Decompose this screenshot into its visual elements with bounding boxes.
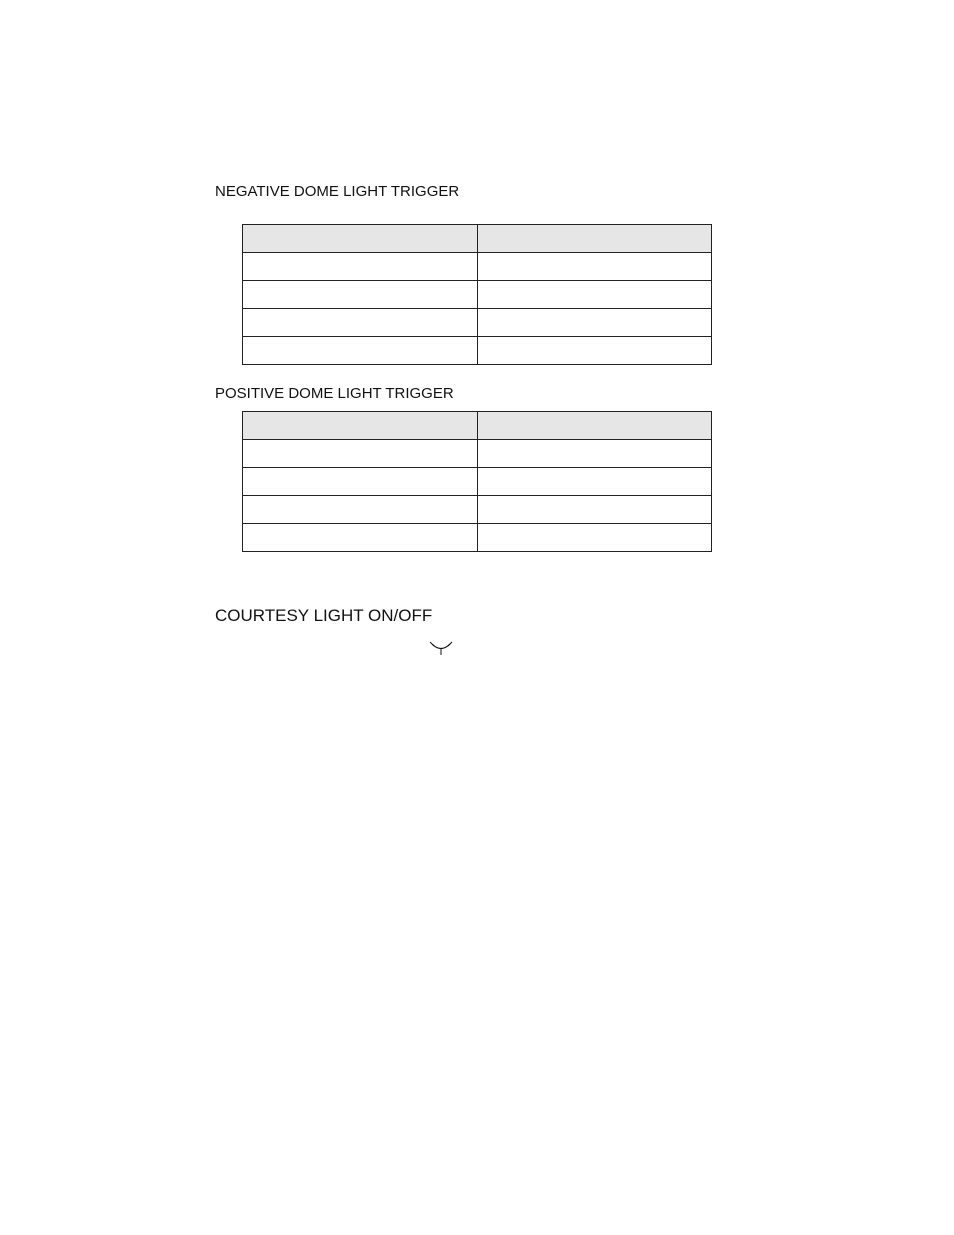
table-cell [243,440,478,468]
table-cell [477,496,712,524]
table-cell [243,281,478,309]
table-cell [243,524,478,552]
table-row [243,281,712,309]
table-cell [477,281,712,309]
positive-dome-table [242,411,712,552]
table-row [243,440,712,468]
negative-dome-table [242,224,712,365]
table-cell [477,309,712,337]
positive-dome-label: POSITIVE DOME LIGHT TRIGGER [215,385,454,402]
table-cell [243,225,478,253]
table-row [243,524,712,552]
table-header-row [243,225,712,253]
table-row [243,337,712,365]
table-row [243,496,712,524]
table-cell [243,253,478,281]
table-cell [243,412,478,440]
table-cell [477,440,712,468]
negative-dome-label: NEGATIVE DOME LIGHT TRIGGER [215,183,460,200]
table-cell [477,412,712,440]
table-header-row [243,412,712,440]
table-row [243,468,712,496]
table-cell [477,225,712,253]
table-cell [477,468,712,496]
table-cell [243,309,478,337]
table-cell [243,337,478,365]
table-cell [243,496,478,524]
courtesy-light-heading: COURTESY LIGHT ON/OFF [215,606,433,625]
table-cell [477,253,712,281]
table-cell [243,468,478,496]
table-row [243,309,712,337]
courtesy-light-icon [428,640,454,656]
table-cell [477,337,712,365]
table-cell [477,524,712,552]
table-row [243,253,712,281]
